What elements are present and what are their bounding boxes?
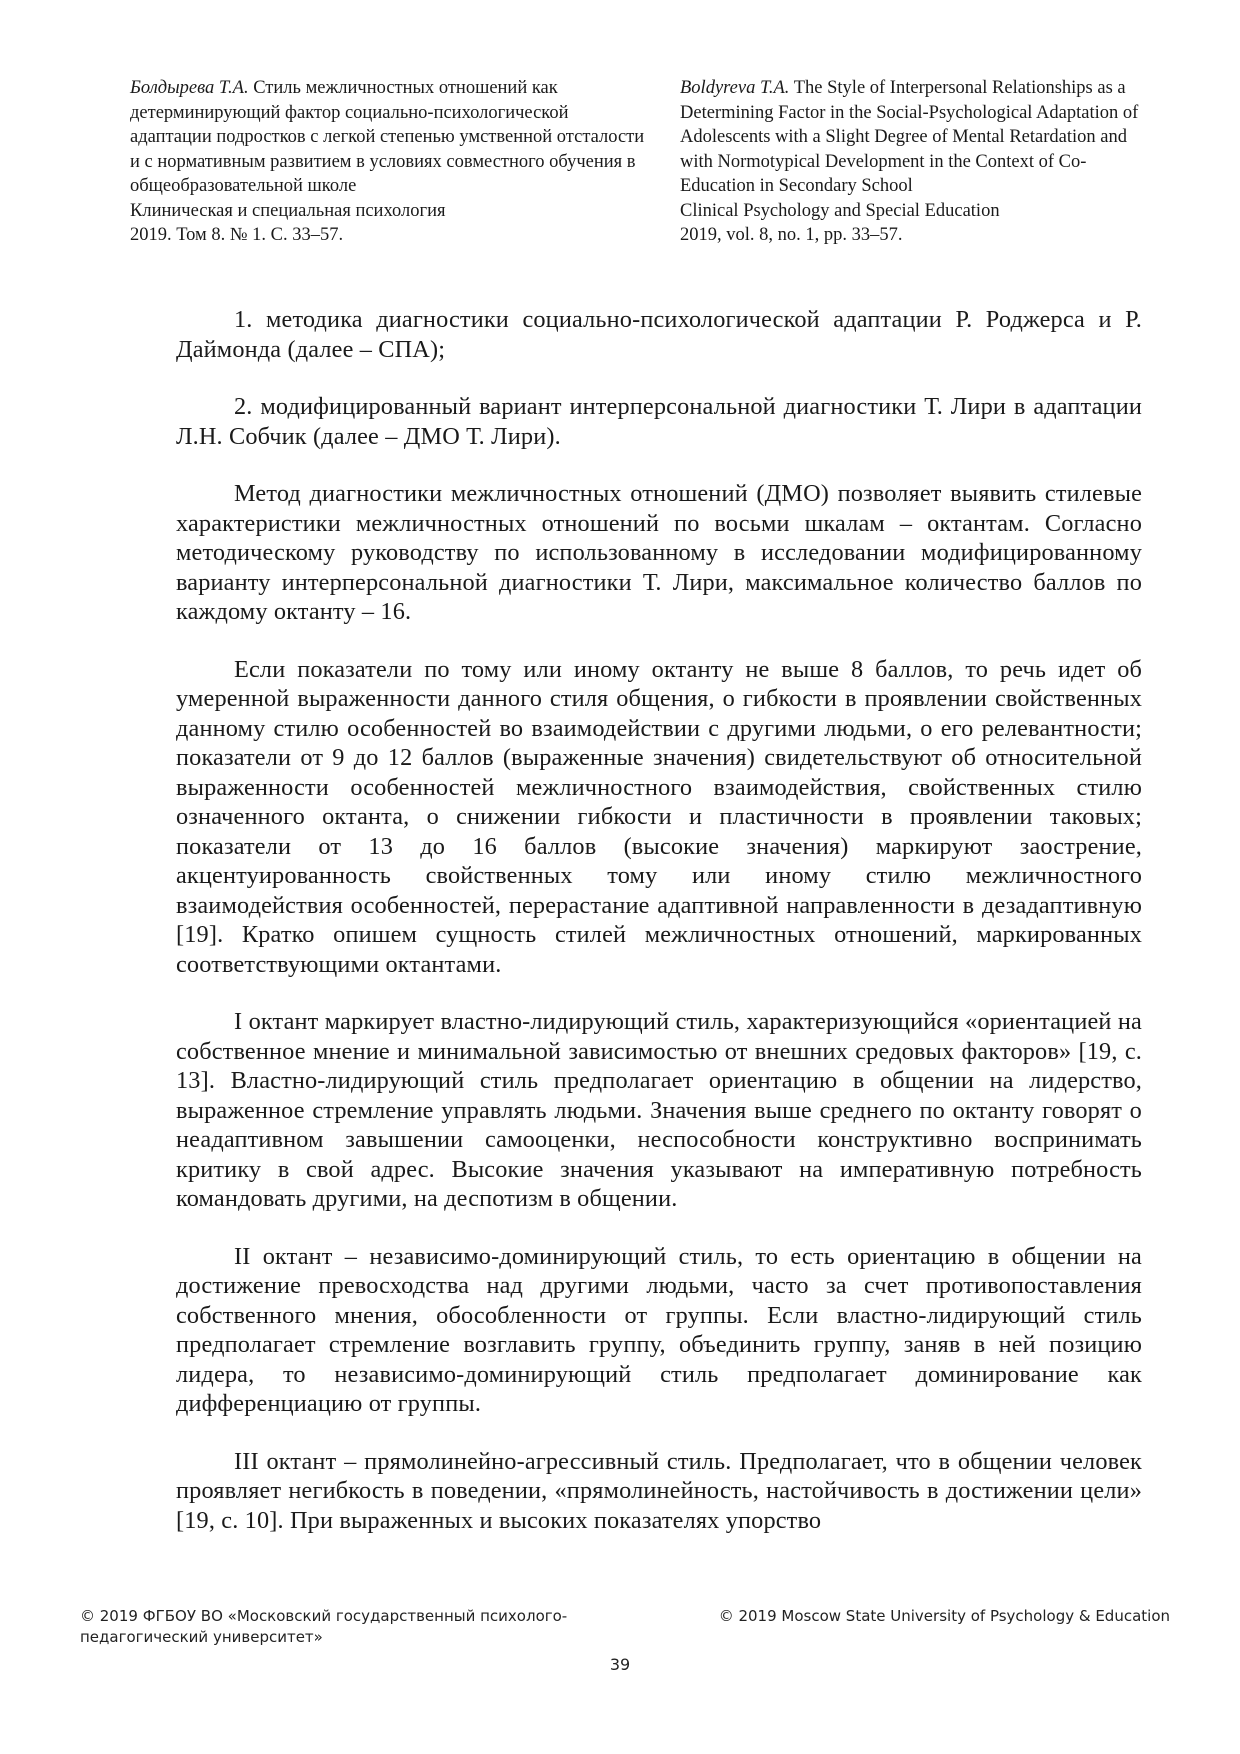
paragraph-method-1: 1. методика диагностики социально-психологической адаптации Р. Роджерса и Р. Даймонда (далее – СПА);	[176, 306, 1142, 363]
paragraph-octant-1: I октант маркирует властно-лидирующий стиль, характеризующийся «ориентацией на собственное мнение и минимальной зависимостью от внешних средовых факторов» [19, с. 13]. Властно-лидирующий стиль предполагает ориентацию в общении на лидерство, выраженное стремление управлять людьми. Значения выше среднего по октанту говорят о неадаптивном завышении самооценки, неспособности конструктивно воспринимать критику в свой адрес. Высокие значения указывают на императивную потребность командовать другими, на деспотизм в общении.	[176, 1008, 1142, 1212]
paragraph-dmo-description: Метод диагностики межличностных отношений (ДМО) позволяет выявить стилевые характеристики межличностных отношений по восьми шкалам – октантам. Согласно методическому руководству по использованному в исследовании модифицированному варианту интерперсональной диагностики Т. Лири, максимальное количество баллов по каждому октанту – 16.	[176, 480, 1142, 625]
header-russian	[130, 76, 650, 248]
page-footer	[80, 1606, 1170, 1648]
paragraph-score-interpretation: Если показатели по тому или иному октанту не выше 8 баллов, то речь идет об умеренной выраженности данного стиля общения, о гибкости в проявлении свойственных данному стилю особенностей во взаимодействии с другими людьми, о его релевантности; показатели от 9 до 12 баллов (выраженные значения) свидетельствуют об относительной выраженности особенностей межличностного взаимодействия, свойственных стилю означенного октанта, о снижении гибкости и пластичности в проявлении таковых; показатели от 13 до 16 баллов (высокие значения) маркируют заострение, акцентуированность свойственных тому или иному стилю межличностного взаимодействия особенностей, перерастание адаптивной направленности в дезадаптивную [19]. Кратко опишем сущность стилей межличностных отношений, маркированных соответствующими октантами.	[176, 655, 1142, 978]
paragraph-octant-2: II октант – независимо-доминирующий стиль, то есть ориентацию в общении на достижение превосходства над другими людьми, часто за счет противопоставления собственного мнения, обособленности от группы. Если властно-лидирующий стиль предполагает стремление возглавить группу, объединить группу, заняв в ней позицию лидера, то независимо-доминирующий стиль предполагает доминирование как дифференциацию от группы.	[176, 1242, 1142, 1417]
footer-copyright-en: © 2019 Moscow State University of Psychology & Education	[718, 1607, 1170, 1625]
paragraph-octant-3: III октант – прямолинейно-агрессивный стиль. Предполагает, что в общении человек проявляет негибкость в поведении, «прямолинейность, настойчивость в достижении цели» [19, с. 10]. При выраженных и высоких показателях упорство	[176, 1447, 1142, 1534]
header-en-journal: Clinical Psychology and Special Education	[680, 200, 1000, 221]
header-ru-journal: Клиническая и специальная психология	[130, 200, 446, 221]
header-ru-authors: Болдырева Т.А.	[130, 78, 249, 98]
header-ru-citation: 2019. Том 8. № 1. С. 33–57.	[130, 225, 344, 245]
header-ru-title: Стиль межличностных отношений как детерминирующий фактор социально-психологической адаптации подростков с легкой степенью умственной отсталости и с нормативным развитием в условиях совместного обучения в общеобразовательной школе	[130, 78, 645, 196]
header-en-title: The Style of Interpersonal Relationships as a Determining Factor in the Social-Psychological Adaptation of Adolescents with a Slight Degree of Mental Retardation and with Normotypical Development in the Context of Co-Education in Secondary School	[680, 78, 1139, 196]
header-en-authors: Boldyreva T.A.	[680, 78, 790, 98]
header-english	[680, 76, 1160, 248]
running-header	[130, 76, 1160, 248]
article-body	[176, 305, 1142, 1563]
page-number: 39	[609, 1655, 631, 1674]
footer-copyright-ru: © 2019 ФГБОУ ВО «Московский государственный психолого-педагогический университет»	[80, 1607, 568, 1646]
header-en-citation: 2019, vol. 8, no. 1, pp. 33–57.	[680, 225, 903, 245]
paragraph-method-2: 2. модифицированный вариант интерперсональной диагностики Т. Лири в адаптации Л.Н. Собчик (далее – ДМО Т. Лири).	[176, 393, 1142, 450]
